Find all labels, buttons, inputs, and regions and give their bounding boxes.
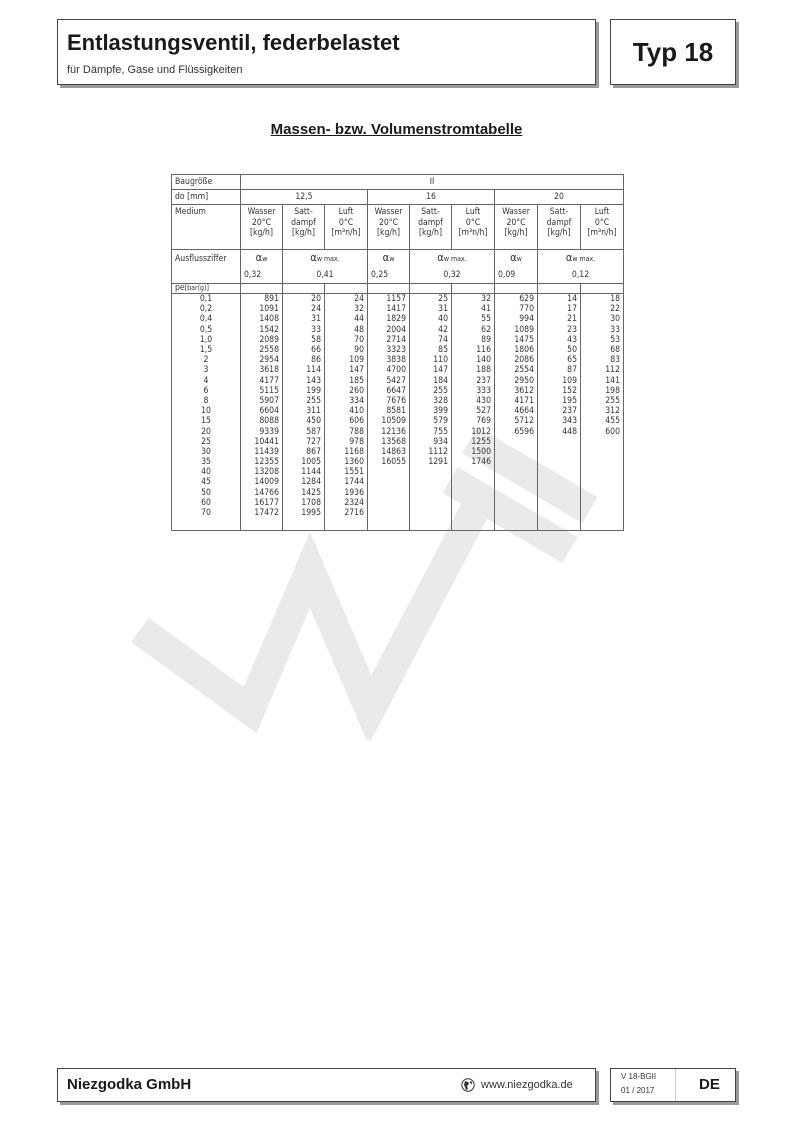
table-row: [172, 467, 624, 477]
alpha-w-cell: αw: [368, 250, 410, 268]
flow-value-cell: [410, 508, 452, 518]
flow-value-cell: [495, 437, 538, 447]
table-row: [172, 406, 624, 416]
flow-value-cell: 1144: [283, 467, 325, 477]
flow-value-cell: 198: [581, 386, 624, 396]
flow-value-cell: 237: [452, 376, 495, 386]
flow-value-cell: [495, 498, 538, 508]
flow-value-cell: 311: [283, 406, 325, 416]
flow-value-cell: 2558: [241, 345, 283, 355]
flow-value-cell: 185: [325, 376, 368, 386]
flow-value-cell: 430: [452, 396, 495, 406]
flow-value-cell: 788: [325, 426, 368, 436]
flow-value-cell: 1089: [495, 325, 538, 335]
flow-value-cell: 3323: [368, 345, 410, 355]
flow-value-cell: 727: [283, 437, 325, 447]
flow-value-cell: [495, 457, 538, 467]
flow-value-cell: 188: [452, 365, 495, 375]
flow-value-cell: 1744: [325, 477, 368, 487]
pressure-cell: 4: [172, 376, 241, 386]
flow-value-cell: 2324: [325, 498, 368, 508]
ausfluss-row: [172, 250, 624, 268]
alpha-wmax-cell: αw max.: [538, 250, 624, 268]
alpha-value: 0,09: [495, 267, 538, 284]
flow-value-cell: 1708: [283, 498, 325, 508]
flow-value-cell: 14766: [241, 488, 283, 498]
medium-col-header: Wasser 20°C [kg/h]: [495, 205, 538, 250]
flow-value-cell: 237: [538, 406, 581, 416]
flow-value-cell: 606: [325, 416, 368, 426]
flow-value-cell: 184: [410, 376, 452, 386]
flow-value-cell: [495, 477, 538, 487]
flow-value-cell: 1255: [452, 437, 495, 447]
flow-value-cell: 24: [283, 304, 325, 314]
flow-value-cell: 16055: [368, 457, 410, 467]
version-divider: [675, 1069, 676, 1101]
flow-value-cell: [368, 488, 410, 498]
flow-value-cell: 21: [538, 314, 581, 324]
pressure-cell: 70: [172, 508, 241, 518]
flow-value-cell: 1005: [283, 457, 325, 467]
alpha-value: 0,25: [368, 267, 410, 284]
flow-value-cell: [538, 477, 581, 487]
flow-value-cell: [452, 488, 495, 498]
flow-value-cell: 141: [581, 376, 624, 386]
flow-value-cell: 86: [283, 355, 325, 365]
table-row: [172, 508, 624, 518]
pressure-cell: 0,5: [172, 325, 241, 335]
flow-value-cell: 3618: [241, 365, 283, 375]
version-date: 01 / 2017: [621, 1086, 655, 1095]
medium-col-header: Luft 0°C [m³n/h]: [325, 205, 368, 250]
pressure-cell: 1,5: [172, 345, 241, 355]
flow-value-cell: 3612: [495, 386, 538, 396]
table-row: [172, 447, 624, 457]
flow-value-cell: 33: [581, 325, 624, 335]
flow-value-cell: 10441: [241, 437, 283, 447]
flow-value-cell: 5907: [241, 396, 283, 406]
flow-value-cell: 2954: [241, 355, 283, 365]
alpha-wmax-cell: αw max.: [283, 250, 368, 268]
flow-value-cell: 1936: [325, 488, 368, 498]
flow-value-cell: [368, 477, 410, 487]
flow-value-cell: 68: [581, 345, 624, 355]
flow-value-cell: 116: [452, 345, 495, 355]
medium-col-header: Satt- dampf [kg/h]: [283, 205, 325, 250]
flow-value-cell: 770: [495, 304, 538, 314]
globe-icon: [461, 1078, 475, 1092]
language-code: DE: [699, 1076, 720, 1093]
pressure-cell: 0,4: [172, 314, 241, 324]
flow-value-cell: 83: [581, 355, 624, 365]
flow-value-cell: [538, 488, 581, 498]
flow-value-cell: 9339: [241, 426, 283, 436]
pressure-cell: 35: [172, 457, 241, 467]
do-label: do [mm]: [172, 190, 241, 205]
baugroesse-label: Baugröße: [172, 175, 241, 190]
flow-value-cell: 4171: [495, 396, 538, 406]
flow-value-cell: [452, 477, 495, 487]
flow-value-cell: 66: [283, 345, 325, 355]
document-title: Entlastungsventil, federbelastet: [67, 30, 400, 55]
flow-value-cell: 343: [538, 416, 581, 426]
table-row: [172, 457, 624, 467]
flow-value-cell: 10509: [368, 416, 410, 426]
flow-value-cell: 399: [410, 406, 452, 416]
pressure-cell: 20: [172, 426, 241, 436]
flow-value-cell: 23: [538, 325, 581, 335]
flow-value-cell: 18: [581, 294, 624, 305]
flow-value-cell: 255: [581, 396, 624, 406]
flow-value-cell: 11439: [241, 447, 283, 457]
flow-value-cell: [581, 467, 624, 477]
table-row: [172, 335, 624, 345]
table-row: [172, 498, 624, 508]
flow-value-cell: 1168: [325, 447, 368, 457]
flow-value-cell: 74: [410, 335, 452, 345]
table-row: [172, 314, 624, 324]
flow-value-cell: 2089: [241, 335, 283, 345]
pressure-cell: 3: [172, 365, 241, 375]
alpha-value: 0,12: [538, 267, 624, 284]
flow-value-cell: 260: [325, 386, 368, 396]
flow-value-cell: 2004: [368, 325, 410, 335]
table-row: [172, 488, 624, 498]
flow-value-cell: [538, 467, 581, 477]
flow-value-cell: 448: [538, 426, 581, 436]
type-box: [610, 19, 736, 85]
flow-value-cell: 2554: [495, 365, 538, 375]
flow-value-cell: 769: [452, 416, 495, 426]
flow-value-cell: [538, 447, 581, 457]
flow-value-cell: 6604: [241, 406, 283, 416]
flow-value-cell: 70: [325, 335, 368, 345]
flow-value-cell: 22: [581, 304, 624, 314]
flow-value-cell: 90: [325, 345, 368, 355]
flow-value-cell: 40: [410, 314, 452, 324]
flow-value-cell: [538, 437, 581, 447]
flow-value-cell: 109: [538, 376, 581, 386]
pressure-cell: 30: [172, 447, 241, 457]
table-row: [172, 477, 624, 487]
flow-value-cell: 1806: [495, 345, 538, 355]
flow-value-cell: 55: [452, 314, 495, 324]
pressure-cell: 1,0: [172, 335, 241, 345]
flow-value-cell: 32: [452, 294, 495, 305]
flow-value-cell: 994: [495, 314, 538, 324]
table-row: [172, 437, 624, 447]
flow-value-cell: 5712: [495, 416, 538, 426]
flow-value-cell: 255: [410, 386, 452, 396]
footer-box: [57, 1068, 596, 1102]
pressure-cell: 60: [172, 498, 241, 508]
table-row: [172, 396, 624, 406]
table-row: [172, 355, 624, 365]
flow-value-cell: [495, 447, 538, 457]
flow-value-cell: 147: [325, 365, 368, 375]
flow-value-cell: 6647: [368, 386, 410, 396]
alpha-w-cell: αw: [495, 250, 538, 268]
flow-value-cell: 2714: [368, 335, 410, 345]
flow-value-cell: 1425: [283, 488, 325, 498]
medium-row: [172, 205, 624, 250]
flow-value-cell: 87: [538, 365, 581, 375]
flow-value-cell: [495, 467, 538, 477]
pressure-cell: 25: [172, 437, 241, 447]
alpha-wmax-cell: αw max.: [410, 250, 495, 268]
do-row: [172, 190, 624, 205]
flow-value-cell: 1829: [368, 314, 410, 324]
flow-value-cell: 44: [325, 314, 368, 324]
baugroesse-value: II: [241, 175, 624, 190]
table-row: [172, 426, 624, 436]
medium-col-header: Luft 0°C [m³n/h]: [581, 205, 624, 250]
flow-value-cell: 50: [538, 345, 581, 355]
flow-value-cell: [452, 508, 495, 518]
flow-value-cell: 410: [325, 406, 368, 416]
flow-value-cell: 1475: [495, 335, 538, 345]
flow-value-cell: 8581: [368, 406, 410, 416]
flow-value-cell: 755: [410, 426, 452, 436]
flow-value-cell: 112: [581, 365, 624, 375]
medium-col-header: Satt- dampf [kg/h]: [538, 205, 581, 250]
table-row: [172, 365, 624, 375]
flow-value-cell: 42: [410, 325, 452, 335]
medium-label: Medium: [172, 205, 241, 250]
flow-value-cell: 1542: [241, 325, 283, 335]
flow-value-cell: 891: [241, 294, 283, 305]
flow-value-cell: [581, 457, 624, 467]
flow-value-cell: 4177: [241, 376, 283, 386]
flow-value-cell: 255: [283, 396, 325, 406]
flow-value-cell: 195: [538, 396, 581, 406]
flow-value-cell: 527: [452, 406, 495, 416]
flow-value-cell: 934: [410, 437, 452, 447]
flow-value-cell: 2716: [325, 508, 368, 518]
flow-value-cell: 17472: [241, 508, 283, 518]
flow-value-cell: 85: [410, 345, 452, 355]
flow-value-cell: [410, 477, 452, 487]
flow-table-container: [171, 174, 623, 531]
flow-value-cell: 140: [452, 355, 495, 365]
table-row: [172, 386, 624, 396]
flow-value-cell: 978: [325, 437, 368, 447]
flow-value-cell: 89: [452, 335, 495, 345]
flow-value-cell: 12355: [241, 457, 283, 467]
flow-table: [171, 174, 624, 531]
flow-value-cell: 2086: [495, 355, 538, 365]
table-row: [172, 376, 624, 386]
flow-value-cell: 1157: [368, 294, 410, 305]
flow-value-cell: 1408: [241, 314, 283, 324]
flow-value-cell: [368, 508, 410, 518]
version-code: V 18-BGII: [621, 1072, 657, 1081]
flow-value-cell: 5115: [241, 386, 283, 396]
flow-value-cell: 41: [452, 304, 495, 314]
flow-value-cell: 16177: [241, 498, 283, 508]
flow-value-cell: 147: [410, 365, 452, 375]
flow-value-cell: 7676: [368, 396, 410, 406]
pressure-cell: 10: [172, 406, 241, 416]
flow-value-cell: 109: [325, 355, 368, 365]
flow-value-cell: [410, 488, 452, 498]
pe-header-row: [172, 284, 624, 294]
alpha-value: 0,32: [241, 267, 283, 284]
version-box: [610, 1068, 736, 1102]
flow-value-cell: 5427: [368, 376, 410, 386]
alpha-w-cell: αw: [241, 250, 283, 268]
flow-value-cell: [581, 488, 624, 498]
flow-value-cell: 110: [410, 355, 452, 365]
flow-value-cell: [368, 467, 410, 477]
flow-value-cell: 199: [283, 386, 325, 396]
flow-value-cell: 114: [283, 365, 325, 375]
flow-value-cell: 2950: [495, 376, 538, 386]
table-row: [172, 294, 624, 305]
do-value: 12,5: [241, 190, 368, 205]
flow-value-cell: 17: [538, 304, 581, 314]
flow-value-cell: [538, 457, 581, 467]
flow-value-cell: [581, 477, 624, 487]
do-value: 16: [368, 190, 495, 205]
flow-value-cell: 328: [410, 396, 452, 406]
flow-value-cell: [581, 437, 624, 447]
flow-value-cell: 1091: [241, 304, 283, 314]
flow-value-cell: 1012: [452, 426, 495, 436]
medium-col-header: Luft 0°C [m³n/h]: [452, 205, 495, 250]
baugroesse-row: [172, 175, 624, 190]
flow-value-cell: 152: [538, 386, 581, 396]
flow-value-cell: 600: [581, 426, 624, 436]
medium-col-header: Wasser 20°C [kg/h]: [368, 205, 410, 250]
table-bottom-padding: [172, 518, 624, 531]
flow-value-cell: 6596: [495, 426, 538, 436]
flow-value-cell: 1746: [452, 457, 495, 467]
website-link[interactable]: www.niezgodka.de: [481, 1079, 573, 1091]
flow-value-cell: 450: [283, 416, 325, 426]
flow-value-cell: 25: [410, 294, 452, 305]
flow-value-cell: 1291: [410, 457, 452, 467]
flow-value-cell: 33: [283, 325, 325, 335]
flow-value-cell: 62: [452, 325, 495, 335]
flow-value-cell: 334: [325, 396, 368, 406]
header-box: [57, 19, 596, 85]
flow-value-cell: [410, 467, 452, 477]
alpha-value-row: [172, 267, 624, 284]
pressure-cell: 40: [172, 467, 241, 477]
section-title: Massen- bzw. Volumenstromtabelle: [270, 121, 523, 138]
flow-value-cell: 1112: [410, 447, 452, 457]
pressure-cell: 0,1: [172, 294, 241, 305]
pressure-cell: 0,2: [172, 304, 241, 314]
table-row: [172, 345, 624, 355]
flow-value-cell: 3838: [368, 355, 410, 365]
flow-value-cell: 14: [538, 294, 581, 305]
pressure-cell: 8: [172, 396, 241, 406]
flow-value-cell: 24: [325, 294, 368, 305]
flow-value-cell: 14863: [368, 447, 410, 457]
flow-value-cell: 587: [283, 426, 325, 436]
alpha-value-spacer: [172, 267, 241, 284]
pressure-cell: 2: [172, 355, 241, 365]
flow-value-cell: 65: [538, 355, 581, 365]
flow-value-cell: 629: [495, 294, 538, 305]
pe-label: pe[bar(g)]: [172, 284, 241, 294]
table-row: [172, 325, 624, 335]
flow-value-cell: 13208: [241, 467, 283, 477]
flow-value-cell: 579: [410, 416, 452, 426]
flow-value-cell: [538, 498, 581, 508]
flow-value-cell: [581, 508, 624, 518]
flow-value-cell: 867: [283, 447, 325, 457]
flow-value-cell: 58: [283, 335, 325, 345]
flow-value-cell: [368, 498, 410, 508]
pressure-cell: 6: [172, 386, 241, 396]
flow-value-cell: 13568: [368, 437, 410, 447]
do-value: 20: [495, 190, 624, 205]
flow-value-cell: 4664: [495, 406, 538, 416]
ausfluss-label: Ausflussziffer: [172, 250, 241, 268]
flow-value-cell: 53: [581, 335, 624, 345]
flow-value-cell: 1360: [325, 457, 368, 467]
flow-value-cell: 333: [452, 386, 495, 396]
alpha-value: 0,32: [410, 267, 495, 284]
pressure-cell: 50: [172, 488, 241, 498]
flow-value-cell: 1500: [452, 447, 495, 457]
alpha-value: 0,41: [283, 267, 368, 284]
flow-value-cell: 312: [581, 406, 624, 416]
flow-value-cell: 8088: [241, 416, 283, 426]
flow-value-cell: [495, 488, 538, 498]
company-name: Niezgodka GmbH: [67, 1076, 192, 1093]
pressure-cell: 15: [172, 416, 241, 426]
flow-value-cell: [538, 508, 581, 518]
flow-value-cell: 1551: [325, 467, 368, 477]
medium-col-header: Satt- dampf [kg/h]: [410, 205, 452, 250]
flow-value-cell: 31: [283, 314, 325, 324]
document-subtitle: für Dämpfe, Gase und Flüssigkeiten: [67, 64, 243, 76]
flow-value-cell: [410, 498, 452, 508]
flow-value-cell: 14009: [241, 477, 283, 487]
flow-value-cell: 4700: [368, 365, 410, 375]
type-label: Typ 18: [632, 36, 714, 67]
flow-value-cell: [495, 508, 538, 518]
flow-value-cell: 455: [581, 416, 624, 426]
flow-value-cell: 32: [325, 304, 368, 314]
flow-value-cell: [452, 467, 495, 477]
flow-value-cell: 30: [581, 314, 624, 324]
flow-value-cell: 1284: [283, 477, 325, 487]
flow-value-cell: 1417: [368, 304, 410, 314]
flow-value-cell: 48: [325, 325, 368, 335]
flow-value-cell: 20: [283, 294, 325, 305]
medium-col-header: Wasser 20°C [kg/h]: [241, 205, 283, 250]
flow-value-cell: 143: [283, 376, 325, 386]
flow-value-cell: [452, 498, 495, 508]
pressure-cell: 45: [172, 477, 241, 487]
flow-value-cell: 12136: [368, 426, 410, 436]
flow-value-cell: 1995: [283, 508, 325, 518]
flow-value-cell: 43: [538, 335, 581, 345]
table-row: [172, 304, 624, 314]
flow-value-cell: [581, 498, 624, 508]
flow-value-cell: [581, 447, 624, 457]
flow-value-cell: 31: [410, 304, 452, 314]
table-row: [172, 416, 624, 426]
